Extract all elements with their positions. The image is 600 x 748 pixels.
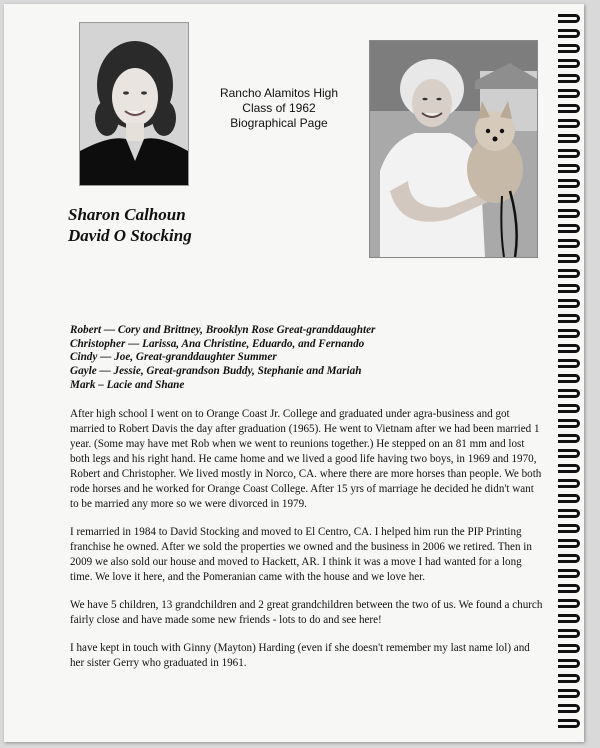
spiral-coil xyxy=(558,599,580,608)
biography-paragraph: I remarried in 1984 to David Stocking and moved to El Centro, CA. I helped him run the PIP Printing franchise he owned. After we sold the properties we owned and the business in 2006 we retired. Then in 2009 we also sold our house and moved to Hackett, AR. I think it was a move I had wanted for a long time. We love it here, and the Pomeranian came with the house and we love her. xyxy=(70,526,532,583)
spiral-coil xyxy=(558,704,580,713)
spiral-coil xyxy=(558,659,580,668)
spiral-coil xyxy=(558,569,580,578)
spiral-coil xyxy=(558,179,580,188)
spiral-coil xyxy=(558,299,580,308)
spiral-coil xyxy=(558,719,580,728)
family-line: Gayle — Jessie, Great-grandson Buddy, Stephanie and Mariah xyxy=(70,365,362,378)
spiral-coil xyxy=(558,524,580,533)
spiral-coil xyxy=(558,194,580,203)
spiral-coil xyxy=(558,689,580,698)
spiral-coil xyxy=(558,554,580,563)
spiral-coil xyxy=(558,494,580,503)
spiral-coil xyxy=(558,269,580,278)
spiral-coil xyxy=(558,239,580,248)
page-header xyxy=(209,86,349,131)
spiral-coil xyxy=(558,209,580,218)
spiral-coil xyxy=(558,584,580,593)
spiral-coil xyxy=(558,359,580,368)
spiral-coil xyxy=(558,254,580,263)
spiral-coil xyxy=(558,434,580,443)
spiral-coil xyxy=(558,44,580,53)
spiral-coil xyxy=(558,329,580,338)
spiral-coil xyxy=(558,344,580,353)
spiral-coil xyxy=(558,479,580,488)
spiral-binding xyxy=(556,14,584,742)
spiral-coil xyxy=(558,29,580,38)
spiral-coil xyxy=(558,164,580,173)
school-name: Rancho Alamitos High xyxy=(219,86,339,100)
page-type: Biographical Page xyxy=(230,116,328,130)
spiral-coil xyxy=(558,614,580,623)
yearbook-page xyxy=(4,4,584,742)
spiral-coil xyxy=(558,464,580,473)
spiral-coil xyxy=(558,644,580,653)
biography-paragraph: After high school I went on to Orange Coast Jr. College and graduated under agra-business and got married to Robert Davis the day after graduation (1965). He went to Vietnam after we had been married 1 year. (Some may have met Rob when we went to reunions together.) He stepped on an 81 mm and lost both legs and his right hand. He came home and we lived a good life having two boys, in 1969 and 1970, Robert and Christopher. We lived mostly in Norco, CA. where there are more horses than people. We both rode horses and he worked for Orange Coast College. After 15 yrs of marriage he decided he didn't want to be married any more so we were divorced in 1979. xyxy=(70,408,542,510)
name-line-2: David O Stocking xyxy=(68,226,192,245)
spiral-coil xyxy=(558,314,580,323)
spiral-coil xyxy=(558,674,580,683)
spiral-coil xyxy=(558,509,580,518)
class-year: Class of 1962 xyxy=(242,101,316,115)
spiral-coil xyxy=(558,539,580,548)
spiral-coil xyxy=(558,134,580,143)
spiral-coil xyxy=(558,14,580,23)
family-line: Christopher — Larissa, Ana Christine, Eduardo, and Fernando xyxy=(70,337,365,350)
family-line: Robert — Cory and Brittney, Brooklyn Rose Great-granddaughter xyxy=(70,324,376,336)
spiral-coil xyxy=(558,74,580,83)
spiral-coil xyxy=(558,404,580,413)
family-line: Mark – Lacie and Shane xyxy=(70,378,185,391)
family-line: Cindy — Joe, Great-granddaughter Summer xyxy=(70,351,277,364)
spiral-coil xyxy=(558,629,580,638)
spiral-coil xyxy=(558,104,580,113)
recent-photo-with-dog xyxy=(369,40,538,258)
names-heading xyxy=(68,204,348,246)
biography-text xyxy=(70,407,544,684)
spiral-coil xyxy=(558,149,580,158)
spiral-coil xyxy=(558,449,580,458)
family-list xyxy=(70,324,530,393)
spiral-coil xyxy=(558,389,580,398)
spiral-coil xyxy=(558,119,580,128)
spiral-coil xyxy=(558,224,580,233)
yearbook-portrait-photo xyxy=(79,22,189,186)
spiral-coil xyxy=(558,59,580,68)
spiral-coil xyxy=(558,89,580,98)
biography-paragraph: I have kept in touch with Ginny (Mayton) Harding (even if she doesn't remember my last name lol) and her sister Gerry who graduated in 1961. xyxy=(70,642,530,669)
spiral-coil xyxy=(558,284,580,293)
spiral-coil xyxy=(558,419,580,428)
biography-paragraph: We have 5 children, 13 grandchildren and 2 great grandchildren between the two of us. We found a church fairly close and have made some new friends - lots to do and see here! xyxy=(70,599,543,626)
spiral-coil xyxy=(558,374,580,383)
name-line-1: Sharon Calhoun xyxy=(68,205,186,224)
